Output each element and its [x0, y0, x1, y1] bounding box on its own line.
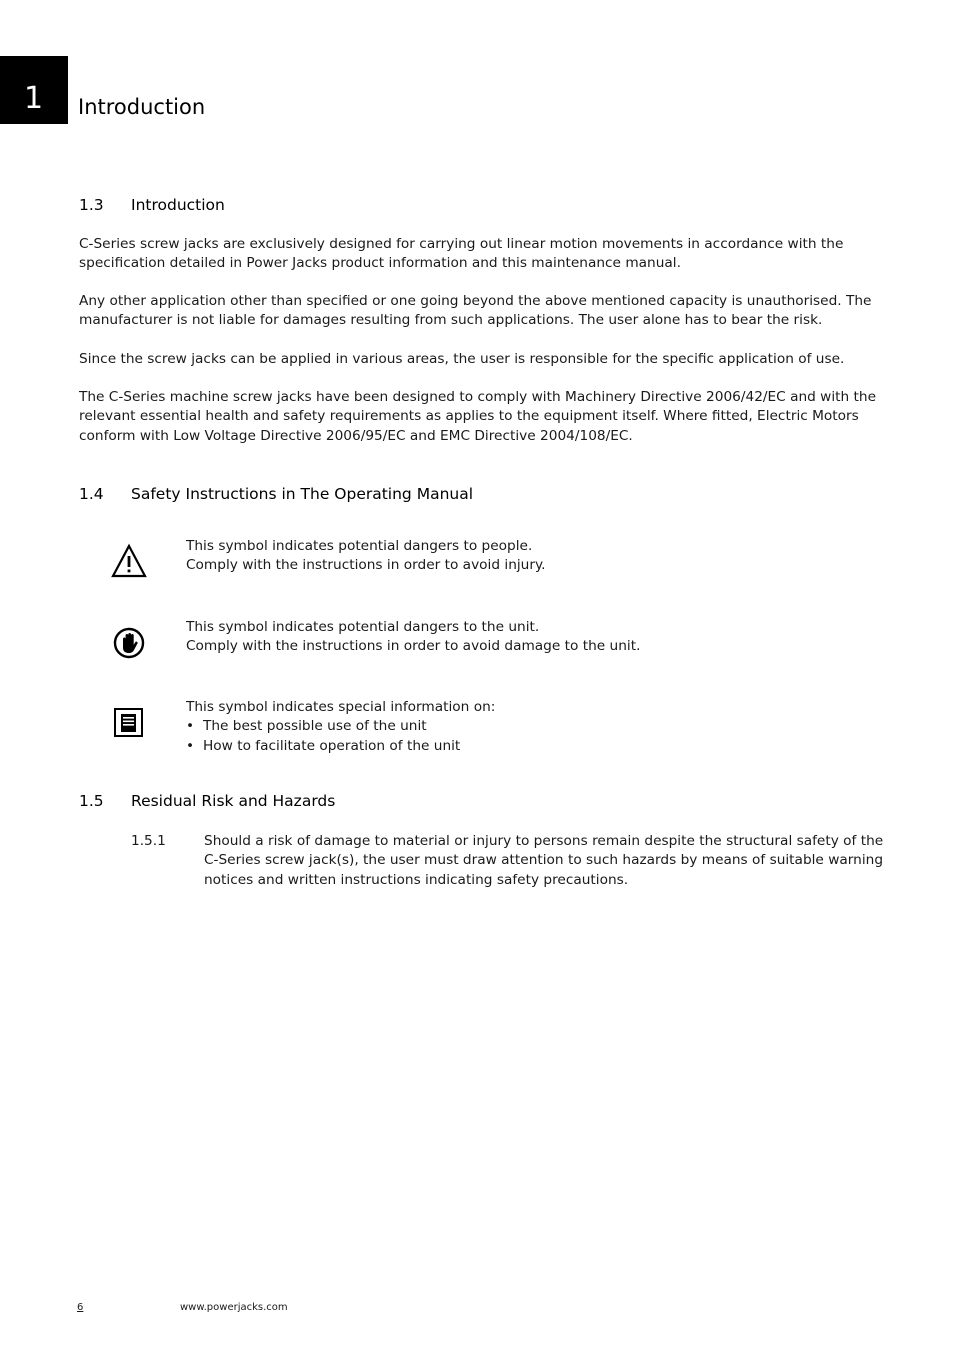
warning-triangle-icon	[110, 543, 148, 583]
chapter-number: 1	[24, 81, 44, 116]
list-item: • The best possible use of the unit	[186, 717, 886, 736]
paragraph	[79, 292, 889, 331]
symbol-line: This symbol indicates potential dangers to people.	[186, 538, 533, 554]
paragraph-text: Since the screw jacks can be applied in various areas, the user is responsible for the specific application of use.	[79, 351, 845, 367]
paragraph-text: The C-Series machine screw jacks have been designed to comply with Machinery Directive 2006/42/EC and with the relevant essential health and safety requirements as applies to the equipment itself. Where fitted, Electric Motors conform with Low Voltage Directive 2006/95/EC and EMC Directive 2004/108/EC.	[79, 389, 877, 444]
paragraph-text: Any other application other than specified or one going beyond the above mentioned capacity is unauthorised. The manufacturer is not liable for damages resulting from such applications. The user alone has to bear the risk.	[79, 293, 872, 329]
chapter-number-box	[0, 56, 68, 124]
section-heading-1-5	[79, 791, 335, 811]
symbol-description	[186, 618, 886, 657]
subsection-number: 1.5.1	[131, 833, 166, 849]
section-heading-1-4	[79, 484, 473, 504]
chapter-title: Introduction	[78, 95, 206, 119]
section-title: Introduction	[131, 196, 225, 214]
document-info-icon	[113, 707, 145, 743]
section-title: Safety Instructions in The Operating Manual	[131, 485, 474, 503]
paragraph	[79, 235, 889, 274]
section-title: Residual Risk and Hazards	[131, 792, 336, 810]
symbol-line: This symbol indicates potential dangers to the unit.	[186, 619, 540, 635]
stop-hand-icon	[112, 626, 146, 664]
symbol-line: This symbol indicates special information on:	[186, 699, 496, 715]
list-item: • How to facilitate operation of the unit	[186, 737, 886, 756]
footer-url[interactable]: www.powerjacks.com	[180, 1302, 288, 1313]
symbol-line: Comply with the instructions in order to avoid damage to the unit.	[186, 638, 641, 655]
page-number: 6	[77, 1302, 84, 1313]
paragraph	[79, 350, 889, 369]
paragraph	[79, 388, 889, 446]
paragraph-text: C-Series screw jacks are exclusively designed for carrying out linear motion movements in accordance with the specification detailed in Power Jacks product information and this maintenance manual.	[79, 236, 844, 272]
symbol-bullet-list	[186, 717, 886, 756]
symbol-description	[186, 698, 886, 756]
section-heading-1-3	[79, 195, 225, 215]
symbol-line: Comply with the instructions in order to avoid injury.	[186, 557, 546, 574]
section-number: 1.5	[79, 792, 104, 810]
symbol-description	[186, 537, 886, 576]
section-number: 1.4	[79, 485, 104, 503]
subsection-text: Should a risk of damage to material or injury to persons remain despite the structural safety of the C-Series screw jack(s), the user must draw attention to such hazards by means of suitable warning notices and written instructions indicating safety precautions.	[204, 833, 884, 888]
section-number: 1.3	[79, 196, 104, 214]
